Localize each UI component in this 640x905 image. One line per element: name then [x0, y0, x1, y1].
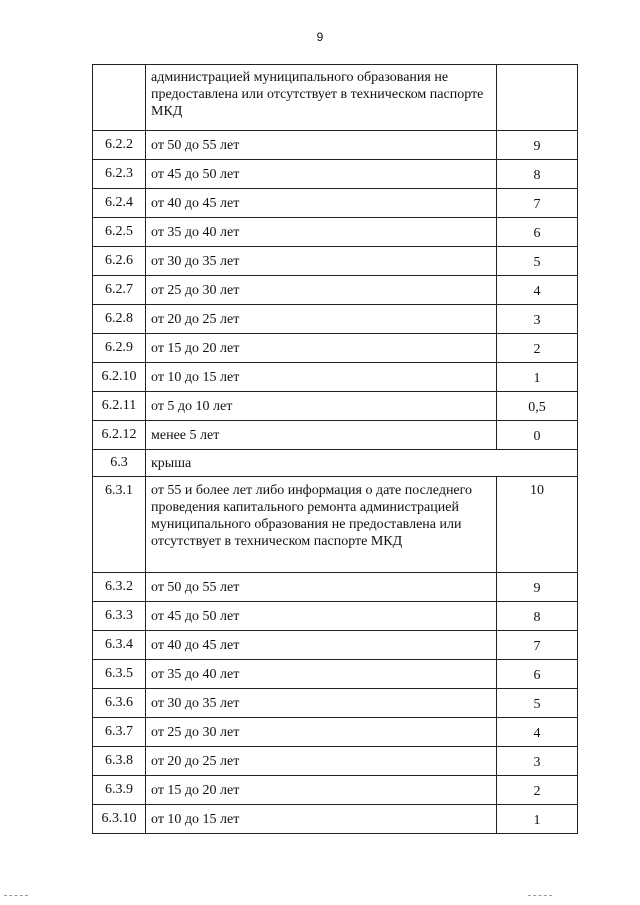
row-description: от 20 до 25 лет — [146, 747, 497, 776]
row-description: от 25 до 30 лет — [146, 276, 497, 305]
row-score: 1 — [497, 805, 578, 834]
row-score — [497, 65, 578, 131]
table-row — [93, 660, 578, 689]
row-score: 6 — [497, 218, 578, 247]
row-description: от 15 до 20 лет — [146, 776, 497, 805]
table-row — [93, 160, 578, 189]
row-number: 6.2.8 — [93, 305, 146, 334]
row-score: 3 — [497, 305, 578, 334]
table-row — [93, 776, 578, 805]
row-description: от 10 до 15 лет — [146, 805, 497, 834]
row-number: 6.3.8 — [93, 747, 146, 776]
row-number: 6.3.7 — [93, 718, 146, 747]
row-score: 7 — [497, 631, 578, 660]
section-row — [93, 450, 578, 477]
table-row — [93, 247, 578, 276]
row-description: от 40 до 45 лет — [146, 631, 497, 660]
table-row — [93, 65, 578, 131]
row-score: 2 — [497, 334, 578, 363]
row-number: 6.2.7 — [93, 276, 146, 305]
row-score: 5 — [497, 247, 578, 276]
row-description: администрацией муниципального образования не предоставлена или отсутствует в техническом паспорте МКД — [146, 65, 497, 131]
row-number — [93, 65, 146, 131]
row-score: 3 — [497, 747, 578, 776]
row-number: 6.2.4 — [93, 189, 146, 218]
page-number: 9 — [316, 30, 324, 44]
table-row — [93, 421, 578, 450]
row-score: 9 — [497, 131, 578, 160]
row-score: 2 — [497, 776, 578, 805]
row-score: 5 — [497, 689, 578, 718]
row-number: 6.3.5 — [93, 660, 146, 689]
table-row — [93, 276, 578, 305]
row-score: 4 — [497, 276, 578, 305]
row-description: от 15 до 20 лет — [146, 334, 497, 363]
row-description: от 30 до 35 лет — [146, 247, 497, 276]
table-row — [93, 131, 578, 160]
table-row — [93, 392, 578, 421]
row-number: 6.2.3 — [93, 160, 146, 189]
section-title: крыша — [146, 450, 578, 477]
row-number: 6.2.10 — [93, 363, 146, 392]
table-row — [93, 805, 578, 834]
row-description: менее 5 лет — [146, 421, 497, 450]
table-row — [93, 189, 578, 218]
row-score: 7 — [497, 189, 578, 218]
row-description: от 10 до 15 лет — [146, 363, 497, 392]
table-row — [93, 477, 578, 573]
table-row — [93, 218, 578, 247]
table-row — [93, 602, 578, 631]
row-description: от 50 до 55 лет — [146, 131, 497, 160]
table-row — [93, 573, 578, 602]
row-number: 6.2.5 — [93, 218, 146, 247]
row-number: 6.3.9 — [93, 776, 146, 805]
table-row — [93, 334, 578, 363]
row-number: 6.3.3 — [93, 602, 146, 631]
row-score: 6 — [497, 660, 578, 689]
row-score: 8 — [497, 602, 578, 631]
scan-mark-left — [4, 895, 28, 902]
row-description: от 25 до 30 лет — [146, 718, 497, 747]
row-number: 6.2.12 — [93, 421, 146, 450]
row-score: 10 — [497, 477, 578, 573]
criteria-table — [92, 64, 578, 834]
table-row — [93, 689, 578, 718]
row-description: от 45 до 50 лет — [146, 160, 497, 189]
row-score: 8 — [497, 160, 578, 189]
row-score: 0 — [497, 421, 578, 450]
row-description: от 50 до 55 лет — [146, 573, 497, 602]
section-number: 6.3 — [93, 450, 146, 477]
row-score: 0,5 — [497, 392, 578, 421]
row-number: 6.2.9 — [93, 334, 146, 363]
table-row — [93, 631, 578, 660]
row-number: 6.3.10 — [93, 805, 146, 834]
row-description: от 35 до 40 лет — [146, 660, 497, 689]
row-description: от 5 до 10 лет — [146, 392, 497, 421]
row-score: 4 — [497, 718, 578, 747]
row-score: 9 — [497, 573, 578, 602]
row-description: от 35 до 40 лет — [146, 218, 497, 247]
scan-mark-right — [528, 895, 552, 902]
row-number: 6.3.2 — [93, 573, 146, 602]
table-row — [93, 305, 578, 334]
row-number: 6.3.1 — [93, 477, 146, 573]
row-description: от 55 и более лет либо информация о дате последнего проведения капитального ремонта администрацией муниципального образования не предоставлена или отсутствует в техническом паспорте МКД — [146, 477, 497, 573]
row-description: от 45 до 50 лет — [146, 602, 497, 631]
row-number: 6.2.2 — [93, 131, 146, 160]
row-number: 6.2.11 — [93, 392, 146, 421]
table-row — [93, 718, 578, 747]
row-number: 6.3.6 — [93, 689, 146, 718]
table-row — [93, 363, 578, 392]
row-score: 1 — [497, 363, 578, 392]
table-row — [93, 747, 578, 776]
row-description: от 30 до 35 лет — [146, 689, 497, 718]
row-number: 6.2.6 — [93, 247, 146, 276]
row-number: 6.3.4 — [93, 631, 146, 660]
row-description: от 40 до 45 лет — [146, 189, 497, 218]
row-description: от 20 до 25 лет — [146, 305, 497, 334]
